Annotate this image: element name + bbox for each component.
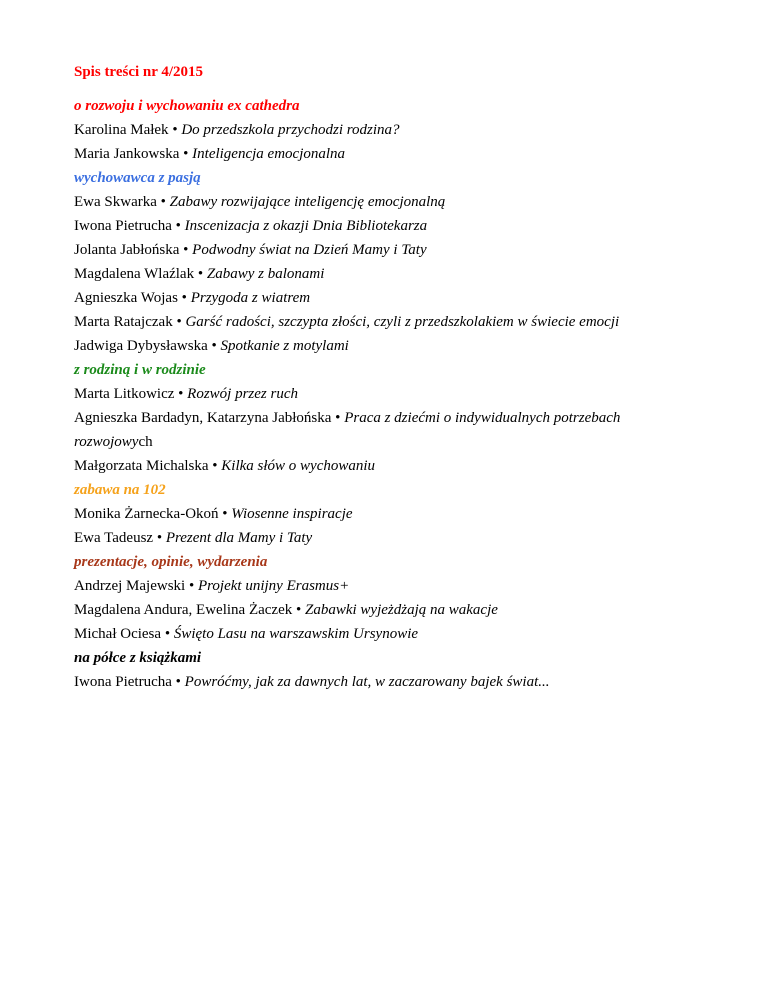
entry-separator: • (160, 194, 166, 210)
entry-title: Zabawy z balonami (206, 266, 325, 282)
entry-separator: • (222, 506, 228, 522)
toc-entry (74, 622, 714, 646)
entry-title: Do przedszkola przychodzi rodzina? (181, 122, 400, 138)
entry-author: Karolina Małek (74, 122, 169, 138)
entry-title: Podwodny świat na Dzień Mamy i Taty (192, 242, 427, 258)
toc-entry (74, 262, 714, 286)
entry-author: Marta Litkowicz (74, 386, 175, 402)
entry-separator: • (175, 218, 181, 234)
section-heading: z rodziną i w rodzinie (74, 362, 206, 378)
toc-entry (74, 574, 714, 598)
entry-separator: • (176, 314, 182, 330)
toc-entry (74, 526, 714, 550)
entry-separator: • (172, 122, 178, 138)
toc-entry (74, 190, 714, 214)
entry-author: Maria Jankowska (74, 146, 180, 162)
entry-title: Święto Lasu na warszawskim Ursynowie (173, 626, 419, 642)
entry-author: Marta Ratajczak (74, 314, 173, 330)
table-of-contents (74, 62, 714, 694)
section-heading: o rozwoju i wychowaniu ex cathedra (74, 98, 300, 114)
section-heading: prezentacje, opinie, wydarzenia (74, 554, 268, 570)
entry-separator: • (295, 602, 302, 618)
entry-separator: • (183, 146, 189, 162)
entry-author: Małgorzata Michalska (74, 458, 209, 474)
section-heading: wychowawca z pasją (74, 170, 201, 186)
entry-author: Magdalena Andura, Ewelina Żaczek (74, 602, 293, 618)
toc-entry (74, 502, 714, 526)
page-title: Spis treści nr 4/2015 (74, 64, 204, 80)
entry-title: Inteligencja emocjonalna (192, 146, 346, 162)
entry-author: Iwona Pietrucha (74, 218, 172, 234)
toc-entry (74, 382, 714, 406)
entry-title-tail: ch (138, 434, 153, 450)
toc-entry (74, 334, 714, 358)
toc-entry (74, 670, 714, 694)
entry-separator: • (178, 386, 184, 402)
entry-title: Wiosenne inspiracje (231, 506, 353, 522)
toc-entry (74, 142, 714, 166)
section-heading: na półce z książkami (74, 650, 202, 666)
toc-entry (74, 286, 714, 310)
entry-title: Powróćmy, jak za dawnych lat, w zaczarowany bajek świat... (184, 674, 550, 690)
entry-author: Ewa Tadeusz (74, 530, 154, 546)
entry-title: Spotkanie z motylami (220, 338, 349, 354)
entry-author: Monika Żarnecka-Okoń (74, 506, 219, 522)
entry-author: Michał Ociesa (74, 626, 162, 642)
section-heading: zabawa na 102 (74, 482, 166, 498)
entry-separator: • (335, 410, 341, 426)
entry-separator: • (211, 338, 217, 354)
entry-author: Agnieszka Wojas (74, 290, 178, 306)
toc-entry (74, 310, 714, 334)
entry-author: Agnieszka Bardadyn, Katarzyna Jabłońska (74, 410, 332, 426)
entry-separator: • (183, 242, 189, 258)
entry-separator: • (175, 674, 181, 690)
entry-separator: • (188, 578, 195, 594)
entry-separator: • (212, 458, 218, 474)
entry-title: Praca z dziećmi o indywidualnych potrzebach rozwojowy (74, 410, 621, 450)
toc-entry (74, 118, 714, 142)
entry-title: Rozwój przez ruch (187, 386, 298, 402)
entry-separator: • (156, 530, 163, 546)
entry-author: Jadwiga Dybysławska (74, 338, 208, 354)
entry-title: Projekt unijny Erasmus+ (197, 578, 350, 594)
toc-entry (74, 454, 714, 478)
toc-entry (74, 406, 649, 454)
entry-title: Zabawki wyjeżdżają na wakacje (305, 602, 498, 618)
entry-separator: • (197, 266, 204, 282)
toc-entry (74, 238, 714, 262)
entry-title: Prezent dla Mamy i Taty (165, 530, 313, 546)
entry-separator: • (181, 290, 187, 306)
entry-author: Andrzej Majewski (74, 578, 186, 594)
toc-entry (74, 598, 714, 622)
toc-entry (74, 214, 714, 238)
entry-title: Zabawy rozwijające inteligencję emocjonalną (169, 194, 446, 210)
entry-author: Iwona Pietrucha (74, 674, 172, 690)
entry-author: Ewa Skwarka (74, 194, 157, 210)
entry-separator: • (164, 626, 171, 642)
entry-title: Garść radości, szczypta złości, czyli z przedszkolakiem w świecie emocji (185, 314, 620, 330)
entry-title: Inscenizacja z okazji Dnia Bibliotekarza (184, 218, 428, 234)
entry-title: Kilka słów o wychowaniu (221, 458, 376, 474)
entry-author: Magdalena Wlaźlak (74, 266, 195, 282)
entry-author: Jolanta Jabłońska (74, 242, 180, 258)
entry-title: Przygoda z wiatrem (190, 290, 311, 306)
